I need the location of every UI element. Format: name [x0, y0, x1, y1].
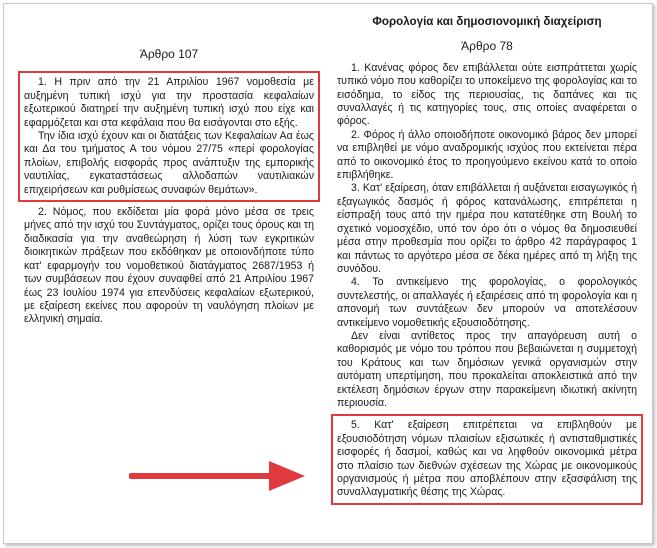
article-78-paragraph-5: 5. Κατ' εξαίρεση επιτρέπεται να επιβληθούν με εξουσιοδότηση νόμων πλαισίων εξισωτικές ή αντισταθμιστικές εισφορές ή δασμοί, καθώς και να ληφθούν οικονομικά μέτρα στο πλαίσιο των διεθνών σχέσεων της Χώρας με οικονομικούς οργανισμούς ή μέτρα που αποβλέπουν στην εξασφάλιση της συναλλαγματικής θέσης της Χώρας.	[337, 419, 637, 499]
article-107-paragraph-2: 2. Νόμος, που εκδίδεται μία φορά μόνο μέσα σε τρεις μήνες από την ισχύ του Συντάγματος, ορίζει τους όρους και τη διαδικασία για την αναθεώρηση ή λύση των εγκριτικών διοικητικών πράξεων που εκδόθηκαν με οποιονδήποτε τύπο κατ' εφαρμογήν του νομοθετικού διατάγματος 2687/1953 ή των συμβάσεων που έχουν συναφθεί από 21 Απριλίου 1967 έως 23 Ιουλίου 1974 για επενδύσεις κεφαλαίων εξωτερικού, με εξαίρεση εκείνες που αφορούν τη ναυλόγηση πλοίων με ελληνική σημαία.	[24, 206, 314, 326]
article-107-column	[24, 48, 314, 327]
article-107-paragraph-1: 1. Η πριν από την 21 Απριλίου 1967 νομοθεσία με αυξημένη τυπική ισχύ για την προστασία κεφαλαίων εξωτερικού διατηρεί την αυξημένη τυπική ισχύ που είχε και εφαρμόζεται και στα κεφάλαια που θα εισάγονται στο εξής.	[24, 76, 314, 129]
article-78-paragraph-3: 3. Κατ' εξαίρεση, όταν επιβάλλεται ή αυξάνεται εισαγωγικός ή εξαγωγικός δασμός ή φόρος κατανάλωσης, επιτρέπεται η είσπραξή τους από την ημέρα που κατατέθηκε στη Βουλή το σχετικό νομοσχέδιο, υπό τον όρο ότι ο νόμος θα δημοσιευθεί μέσα στην προθεσμία που ορίζει το άρθρο 42 παράγραφος 1 και πάντως το αργότερο μέσα σε δέκα ημέρες από τη λήξη της συνόδου.	[337, 182, 637, 275]
document-page	[3, 3, 653, 544]
article-107-title: Άρθρο 107	[139, 47, 199, 61]
section-title: Φορολογία και δημοσιονομική διαχείριση	[372, 15, 602, 28]
article-78-paragraph-1: 1. Κανένας φόρος δεν επιβάλλεται ούτε εισπράττεται χωρίς τυπικό νόμο που καθορίζει το υποκείμενο της φορολογίας και το εισόδημα, το είδος της περιουσίας, τις δαπάνες και τις συναλλαγές ή τις κατηγορίες τους, στις οποίες αναφέρεται ο φόρος.	[337, 61, 637, 128]
arrow-right-icon	[129, 459, 307, 493]
article-78-paragraph-2: 2. Φόρος ή άλλο οποιοδήποτε οικονομικό βάρος δεν μπορεί να επιβληθεί με νόμο αναδρομικής ισχύος που εκτείνεται πέρα από το οικονομικό έτος το προηγούμενο εκείνου κατά το οποίο επιβλήθηκε.	[337, 128, 637, 182]
article-78-paragraph-4b: Δεν είναι αντίθετος προς την απαγόρευση αυτή ο καθορισμός με νόμο του τρόπου που βεβαιώνεται η συμμετοχή του Κράτους και των δημόσιων γενικά οργανισμών στην αυτόματη υπερτίμηση, που προκαλείται αποκλειστικά από την εκτέλεση δημόσιων έργων στην παρακείμενη ιδιωτική ακίνητη περιουσία.	[337, 329, 637, 409]
article-107-paragraph-1b: Την ίδια ισχύ έχουν και οι διατάξεις των Κεφαλαίων Αα έως και Δα του τμήματος Α του νόμου 27/75 «περί φορολογίας πλοίων, επιβολής εισφοράς προς ανάπτυξιν της εμπορικής ναυτιλίας, εγκαταστάσεως αλλοδαπών ναυτιλιακών επιχειρήσεων και ρυθμίσεως συναφών θεμάτων».	[24, 130, 314, 196]
article-78-column	[337, 13, 637, 505]
article-78-title: Άρθρο 78	[461, 39, 513, 54]
highlight-box-article-107	[18, 71, 320, 202]
highlight-box-article-78	[331, 414, 643, 504]
article-78-paragraph-4: 4. Το αντικείμενο της φορολογίας, ο φορολογικός συντελεστής, οι απαλλαγές ή εξαιρέσεις από τη φορολογία και η απονομή των συντάξεων δεν μπορούν να αποτελέσουν αντικείμενο νομοθετικής εξουσιοδότησης.	[337, 276, 637, 329]
